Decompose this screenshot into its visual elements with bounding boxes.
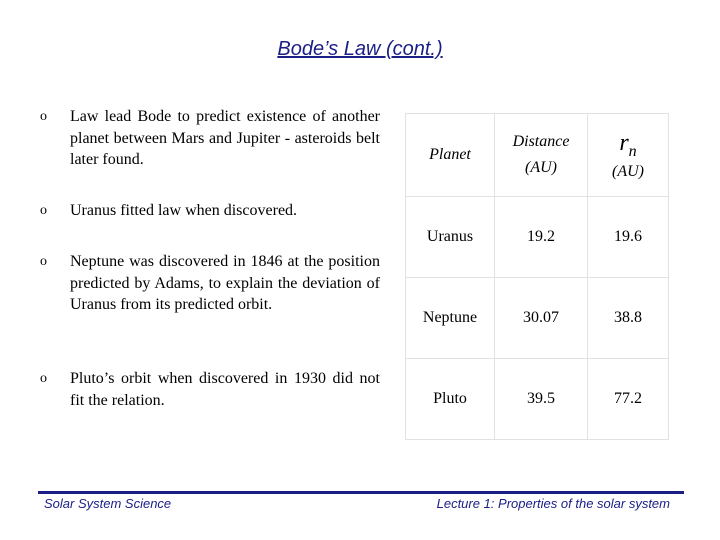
bullet-item [40, 200, 297, 222]
cell-rn: 77.2 [588, 359, 669, 440]
cell-distance: 39.5 [495, 359, 588, 440]
bullet-marker: o [40, 371, 47, 386]
header-rn-unit: (AU) [612, 163, 644, 181]
bullet-marker: o [40, 109, 47, 124]
table-row [406, 197, 669, 278]
bullet-text: Pluto’s orbit when discovered in 1930 did not fit the relation. [70, 370, 380, 409]
cell-planet: Uranus [406, 197, 495, 278]
footer-rule [38, 491, 684, 494]
slide-title: Bode’s Law (cont.) [277, 38, 443, 60]
footer-lecture-title: Lecture 1: Properties of the solar system [436, 496, 670, 511]
rn-symbol [619, 129, 636, 158]
table-row [406, 278, 669, 359]
header-planet: Planet [406, 114, 495, 197]
cell-planet: Pluto [406, 359, 495, 440]
bullet-item [40, 106, 380, 171]
bullet-item [40, 368, 380, 411]
bullet-text: Neptune was discovered in 1846 at the position predicted by Adams, to explain the deviation of Uranus from its predicted orbit. [70, 253, 380, 313]
bullet-text: Uranus fitted law when discovered. [70, 202, 298, 219]
table-header-row [406, 114, 669, 197]
planet-table [405, 113, 669, 440]
header-rn [588, 114, 669, 197]
cell-planet: Neptune [406, 278, 495, 359]
bullet-item [40, 251, 380, 316]
cell-distance: 30.07 [495, 278, 588, 359]
cell-distance: 19.2 [495, 197, 588, 278]
footer-course-title: Solar System Science [44, 496, 172, 511]
header-distance-label: Distance [512, 133, 570, 150]
bullet-text: Law lead Bode to predict existence of another planet between Mars and Jupiter - asteroids belt later found. [70, 108, 380, 168]
rn-subscript: n [628, 142, 637, 160]
rn-letter: r [619, 129, 629, 156]
bullet-marker: o [40, 254, 47, 269]
bullet-marker: o [40, 203, 47, 218]
cell-rn: 19.6 [588, 197, 669, 278]
cell-rn: 38.8 [588, 278, 669, 359]
table-row [406, 359, 669, 440]
header-distance-unit: (AU) [525, 159, 557, 176]
header-distance [495, 114, 588, 197]
